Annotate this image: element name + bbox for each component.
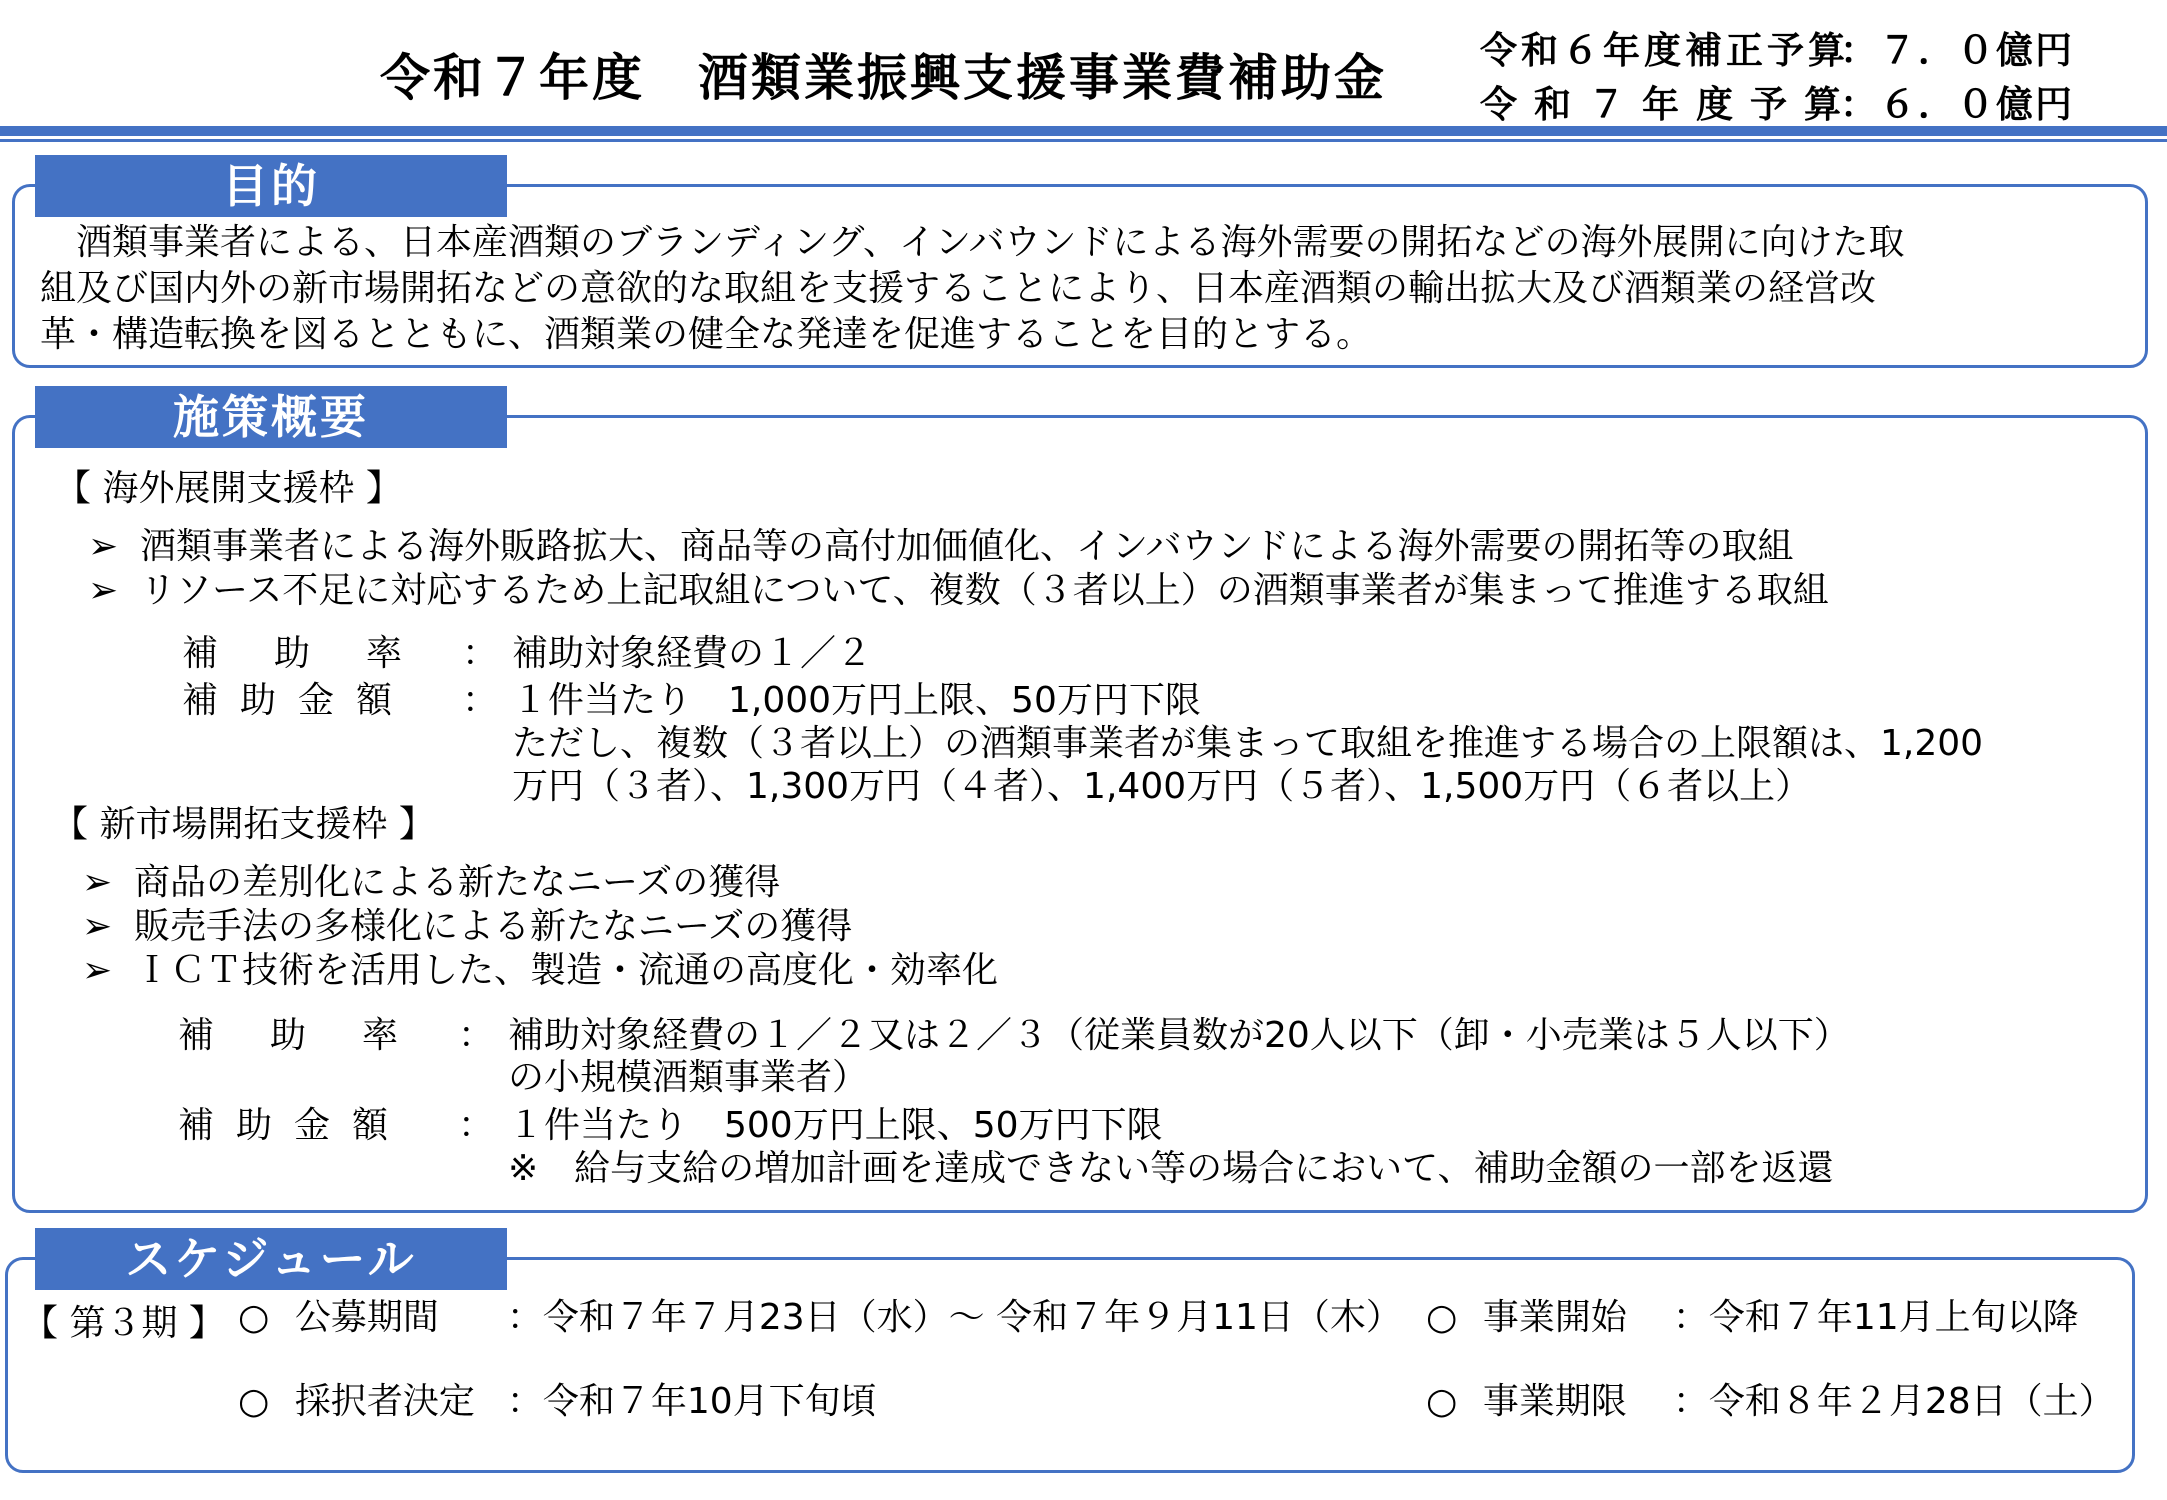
overseas-bullet-list — [88, 525, 1829, 613]
schedule-value: ：令和７年７月23日（水）～ 令和７年９月11日（木） — [506, 1297, 1402, 1338]
bullet-text: リソース不足に対応するため上記取組について、複数（３者以上）の酒類事業者が集まって推進する取組 — [140, 570, 1829, 611]
newmarket-rate-line: 補助対象経費の１／２又は２／３（従業員数が20人以下（卸・小売業は５人以下） — [508, 1015, 1850, 1056]
schedule-label: 事業期限 — [1482, 1381, 1627, 1422]
page-title: 令和７年度 酒類業振興支援事業費補助金 — [380, 49, 1387, 107]
newmarket-amount-separator: ： — [458, 1105, 495, 1146]
newmarket-rate-line: の小規模酒類事業者） — [508, 1057, 869, 1098]
overseas-amount-line: １件当たり 1,000万円上限、50万円下限 — [512, 680, 1201, 721]
newmarket-amount-line: １件当たり 500万円上限、50万円下限 — [508, 1105, 1163, 1146]
schedule-item-selection — [238, 1380, 877, 1424]
schedule-heading: スケジュール — [35, 1228, 507, 1290]
budget-row-regular — [1480, 74, 2074, 128]
list-item — [82, 861, 998, 905]
newmarket-amount-label: 補助金額 — [178, 1105, 411, 1146]
arrow-bullet-icon: ➢ — [88, 570, 119, 611]
schedule-value: ：令和７年10月下旬頃 — [506, 1381, 877, 1422]
schedule-value: ：令和８年２月28日（土） — [1672, 1381, 2115, 1422]
overview-heading: 施策概要 — [35, 386, 507, 448]
budget-value: ：６．０億円 — [1840, 83, 2074, 126]
newmarket-amount-line: ※ 給与支給の増加計画を達成できない等の場合において、補助金額の一部を返還 — [508, 1148, 1834, 1189]
list-item — [88, 569, 1829, 613]
schedule-item-application — [238, 1296, 1402, 1340]
overseas-rate-label: 補 助 率 — [182, 633, 413, 674]
schedule-item-start — [1426, 1296, 2079, 1340]
newmarket-section-heading: 【 新市場開拓支援枠 】 — [52, 804, 435, 845]
list-item — [82, 905, 998, 949]
overseas-rate-value: 補助対象経費の１／２ — [512, 633, 873, 674]
header-divider — [0, 126, 2167, 136]
schedule-label: 採択者決定 — [294, 1381, 475, 1422]
schedule-period: 【 第３期 】 — [22, 1303, 225, 1344]
circle-icon: ○ — [238, 1381, 270, 1422]
arrow-bullet-icon: ➢ — [88, 526, 119, 567]
purpose-text-line: 組及び国内外の新市場開拓などの意欲的な取組を支援することにより、日本産酒類の輸出拡大及び酒類業の経営改 — [40, 268, 1877, 309]
budget-label: 令和６年度補正予算 — [1480, 29, 1849, 72]
bullet-text: ＩＣＴ技術を活用した、製造・流通の高度化・効率化 — [134, 950, 999, 991]
circle-icon: ○ — [1426, 1297, 1458, 1338]
schedule-value: ：令和７年11月上旬以降 — [1672, 1297, 2079, 1338]
budget-label: 令和７年度予算 — [1480, 83, 1858, 126]
purpose-text-line: 革・構造転換を図るとともに、酒類業の健全な発達を促進することを目的とする。 — [40, 314, 1373, 355]
purpose-heading: 目的 — [35, 155, 507, 217]
bullet-text: 酒類事業者による海外販路拡大、商品等の高付加価値化、インバウンドによる海外需要の開拓等の取組 — [140, 526, 1794, 567]
arrow-bullet-icon: ➢ — [82, 950, 113, 991]
circle-icon: ○ — [1426, 1381, 1458, 1422]
overseas-rate-separator: ： — [462, 633, 499, 674]
schedule-item-deadline — [1426, 1380, 2115, 1424]
bullet-text: 商品の差別化による新たなニーズの獲得 — [134, 862, 781, 903]
list-item — [88, 525, 1829, 569]
overseas-amount-label: 補助金額 — [182, 680, 415, 721]
arrow-bullet-icon: ➢ — [82, 862, 113, 903]
bullet-text: 販売手法の多様化による新たなニーズの獲得 — [134, 906, 853, 947]
overseas-amount-line: 万円（３者）、1,300万円（４者）、1,400万円（５者）、1,500万円（６者以上） — [512, 766, 1812, 807]
overseas-section-heading: 【 海外展開支援枠 】 — [55, 468, 402, 509]
schedule-label: 公募期間 — [294, 1297, 439, 1338]
newmarket-bullet-list — [82, 861, 998, 993]
budget-row-supplementary — [1480, 20, 2074, 74]
overseas-amount-line: ただし、複数（３者以上）の酒類事業者が集まって取組を推進する場合の上限額は、1,200 — [512, 723, 1984, 764]
purpose-text-line: 酒類事業者による、日本産酒類のブランディング、インバウンドによる海外需要の開拓などの海外展開に向けた取 — [40, 222, 1905, 263]
schedule-label: 事業開始 — [1482, 1297, 1627, 1338]
overseas-amount-separator: ： — [462, 680, 499, 721]
list-item — [82, 949, 998, 993]
circle-icon: ○ — [238, 1297, 270, 1338]
newmarket-rate-separator: ： — [458, 1015, 495, 1056]
budget-value: ：７．０億円 — [1840, 29, 2074, 72]
header-divider-thin — [0, 139, 2167, 142]
newmarket-rate-label: 補 助 率 — [178, 1015, 409, 1056]
arrow-bullet-icon: ➢ — [82, 906, 113, 947]
